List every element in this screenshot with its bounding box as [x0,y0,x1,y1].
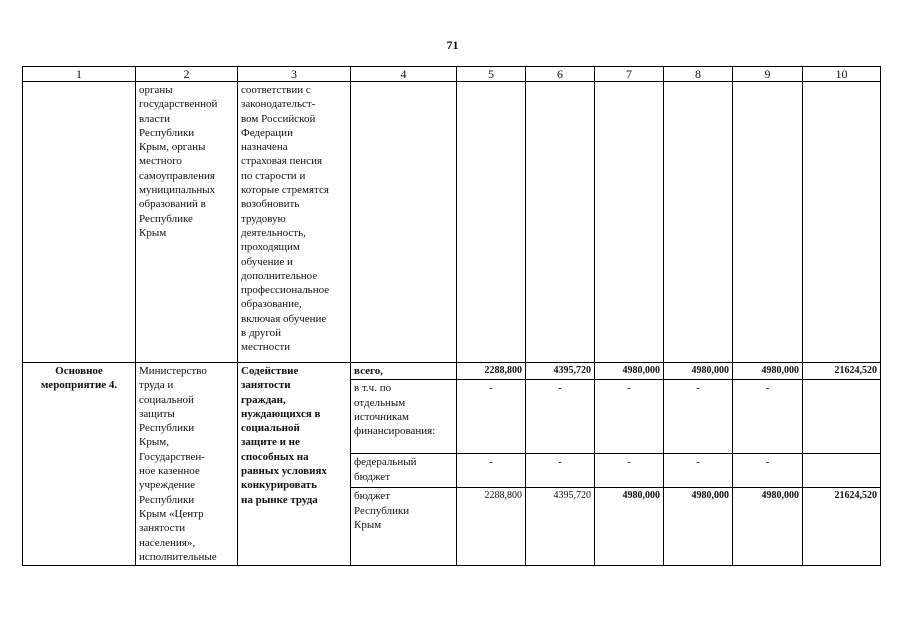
text-line: Министерство [139,365,207,377]
text-line: населения», [139,536,196,549]
empty-cell [595,82,664,363]
text-line: местного [139,155,182,168]
text-line: мероприятие 4. [40,379,118,392]
text-line: Республики [139,493,195,506]
header-cell: 8 [664,67,733,82]
value-cell: 21624,520 [803,488,881,566]
text-line: в т.ч. по [354,382,392,395]
value-cell: - [664,380,733,454]
text-line: дополнительное [241,269,318,282]
text-line: труда и [139,379,174,392]
text-line: по старости и [241,169,306,182]
text-line: защите и не [241,436,300,449]
value-cell: 4980,000 [664,488,733,566]
text-line: бюджет [354,470,390,483]
header-cell: 3 [238,67,351,82]
text-line: защиты [139,407,175,420]
text-line: Республики [139,422,195,435]
text-line: Крым, [139,436,169,449]
value-cell: 4980,000 [595,363,664,380]
text-line: проходящим [241,241,300,254]
header-cell: 10 [803,67,881,82]
value-cell: 2288,800 [457,363,526,380]
text-line: нуждающихся в [241,407,321,420]
text-line: Республике [139,212,193,225]
text-line: страховая пенсия [241,155,323,168]
value-cell: 4395,720 [526,488,595,566]
empty-cell [733,82,803,363]
text-line: финансирования: [354,425,436,438]
text-line: социальной [241,422,300,435]
text-line: Крым [139,226,167,239]
page-number: 71 [446,38,459,52]
table-row [23,363,881,380]
text-line: самоуправления [139,169,215,182]
header-cell: 7 [595,67,664,82]
text-line: Федерации [241,126,293,139]
value-cell [803,380,881,454]
empty-cell [664,82,733,363]
text-line: муниципальных [139,184,216,197]
empty-cell [803,82,881,363]
text-line: государственной [139,98,218,111]
value-cell: - [457,454,526,488]
funding-source [351,380,457,454]
text-line: социальной [139,393,194,406]
text-line: законодательст- [241,98,316,111]
text-line: источникам [354,410,409,423]
header-cell: 6 [526,67,595,82]
text-line: Республики [354,504,410,517]
value-cell: 4980,000 [664,363,733,380]
text-line: обучение и [241,255,293,268]
header-cell: 2 [136,67,238,82]
funding-source [351,488,457,566]
text-line: ное казенное [139,465,200,478]
header-cell: 4 [351,67,457,82]
header-cell: 5 [457,67,526,82]
text-line: граждан, [241,393,286,406]
value-cell: 2288,800 [457,488,526,566]
empty-cell [351,82,457,363]
continuation-row [23,82,881,363]
value-cell: 4980,000 [733,488,803,566]
text-line: деятельность, [241,226,306,239]
text-line: которые стремятся [241,184,329,197]
text-line: занятости [139,522,186,535]
text-line: соответствии с [241,84,311,96]
empty-cell [23,82,136,363]
value-cell [803,454,881,488]
funding-source [351,363,457,380]
value-cell: - [457,380,526,454]
text-line: местности [241,341,291,354]
text-line: трудовую [241,212,286,225]
text-line: всего, [354,365,383,377]
activity-name [23,363,136,566]
text-line: вом Российской [241,112,316,125]
value-cell: 4395,720 [526,363,595,380]
text-line: равных условиях [241,465,327,478]
text-line: Республики [139,126,195,139]
financing-table [22,66,881,566]
text-line: Крым [354,518,382,531]
value-cell: 4980,000 [733,363,803,380]
header-cell: 1 [23,67,136,82]
text-line: Государствен- [139,450,205,463]
value-cell: - [595,380,664,454]
text-line: федеральный [354,456,417,469]
text-line: бюджет [354,490,390,503]
value-cell: - [733,454,803,488]
activity-title [238,363,351,566]
value-cell: - [526,380,595,454]
value-cell: 21624,520 [803,363,881,380]
text-line: Крым «Центр [139,507,204,520]
continuation-executors [136,82,238,363]
text-line: назначена [241,141,288,154]
text-line: возобновить [241,198,300,211]
text-line: включая обучение [241,312,327,325]
value-cell: 4980,000 [595,488,664,566]
text-line: на рынке труда [241,493,318,506]
text-line: исполнительные [139,550,217,563]
text-line: профессиональное [241,284,330,297]
value-cell: - [595,454,664,488]
text-line: власти [139,112,170,125]
text-line: образование, [241,298,302,311]
empty-cell [526,82,595,363]
text-line: занятости [241,379,291,392]
activity-executors [136,363,238,566]
value-cell: - [733,380,803,454]
text-line: учреждение [139,479,196,492]
text-line: Основное [55,365,103,377]
text-line: конкурировать [241,479,317,492]
text-line: в другой [241,327,282,340]
header-row [23,67,881,82]
text-line: Крым, органы [139,141,206,154]
value-cell: - [526,454,595,488]
continuation-description [238,82,351,363]
text-line: Содействие [241,365,299,377]
value-cell: - [664,454,733,488]
text-line: образований в [139,198,206,211]
header-cell: 9 [733,67,803,82]
funding-source [351,454,457,488]
text-line: способных на [241,450,309,463]
empty-cell [457,82,526,363]
text-line: отдельным [354,396,406,409]
text-line: органы [139,84,173,96]
